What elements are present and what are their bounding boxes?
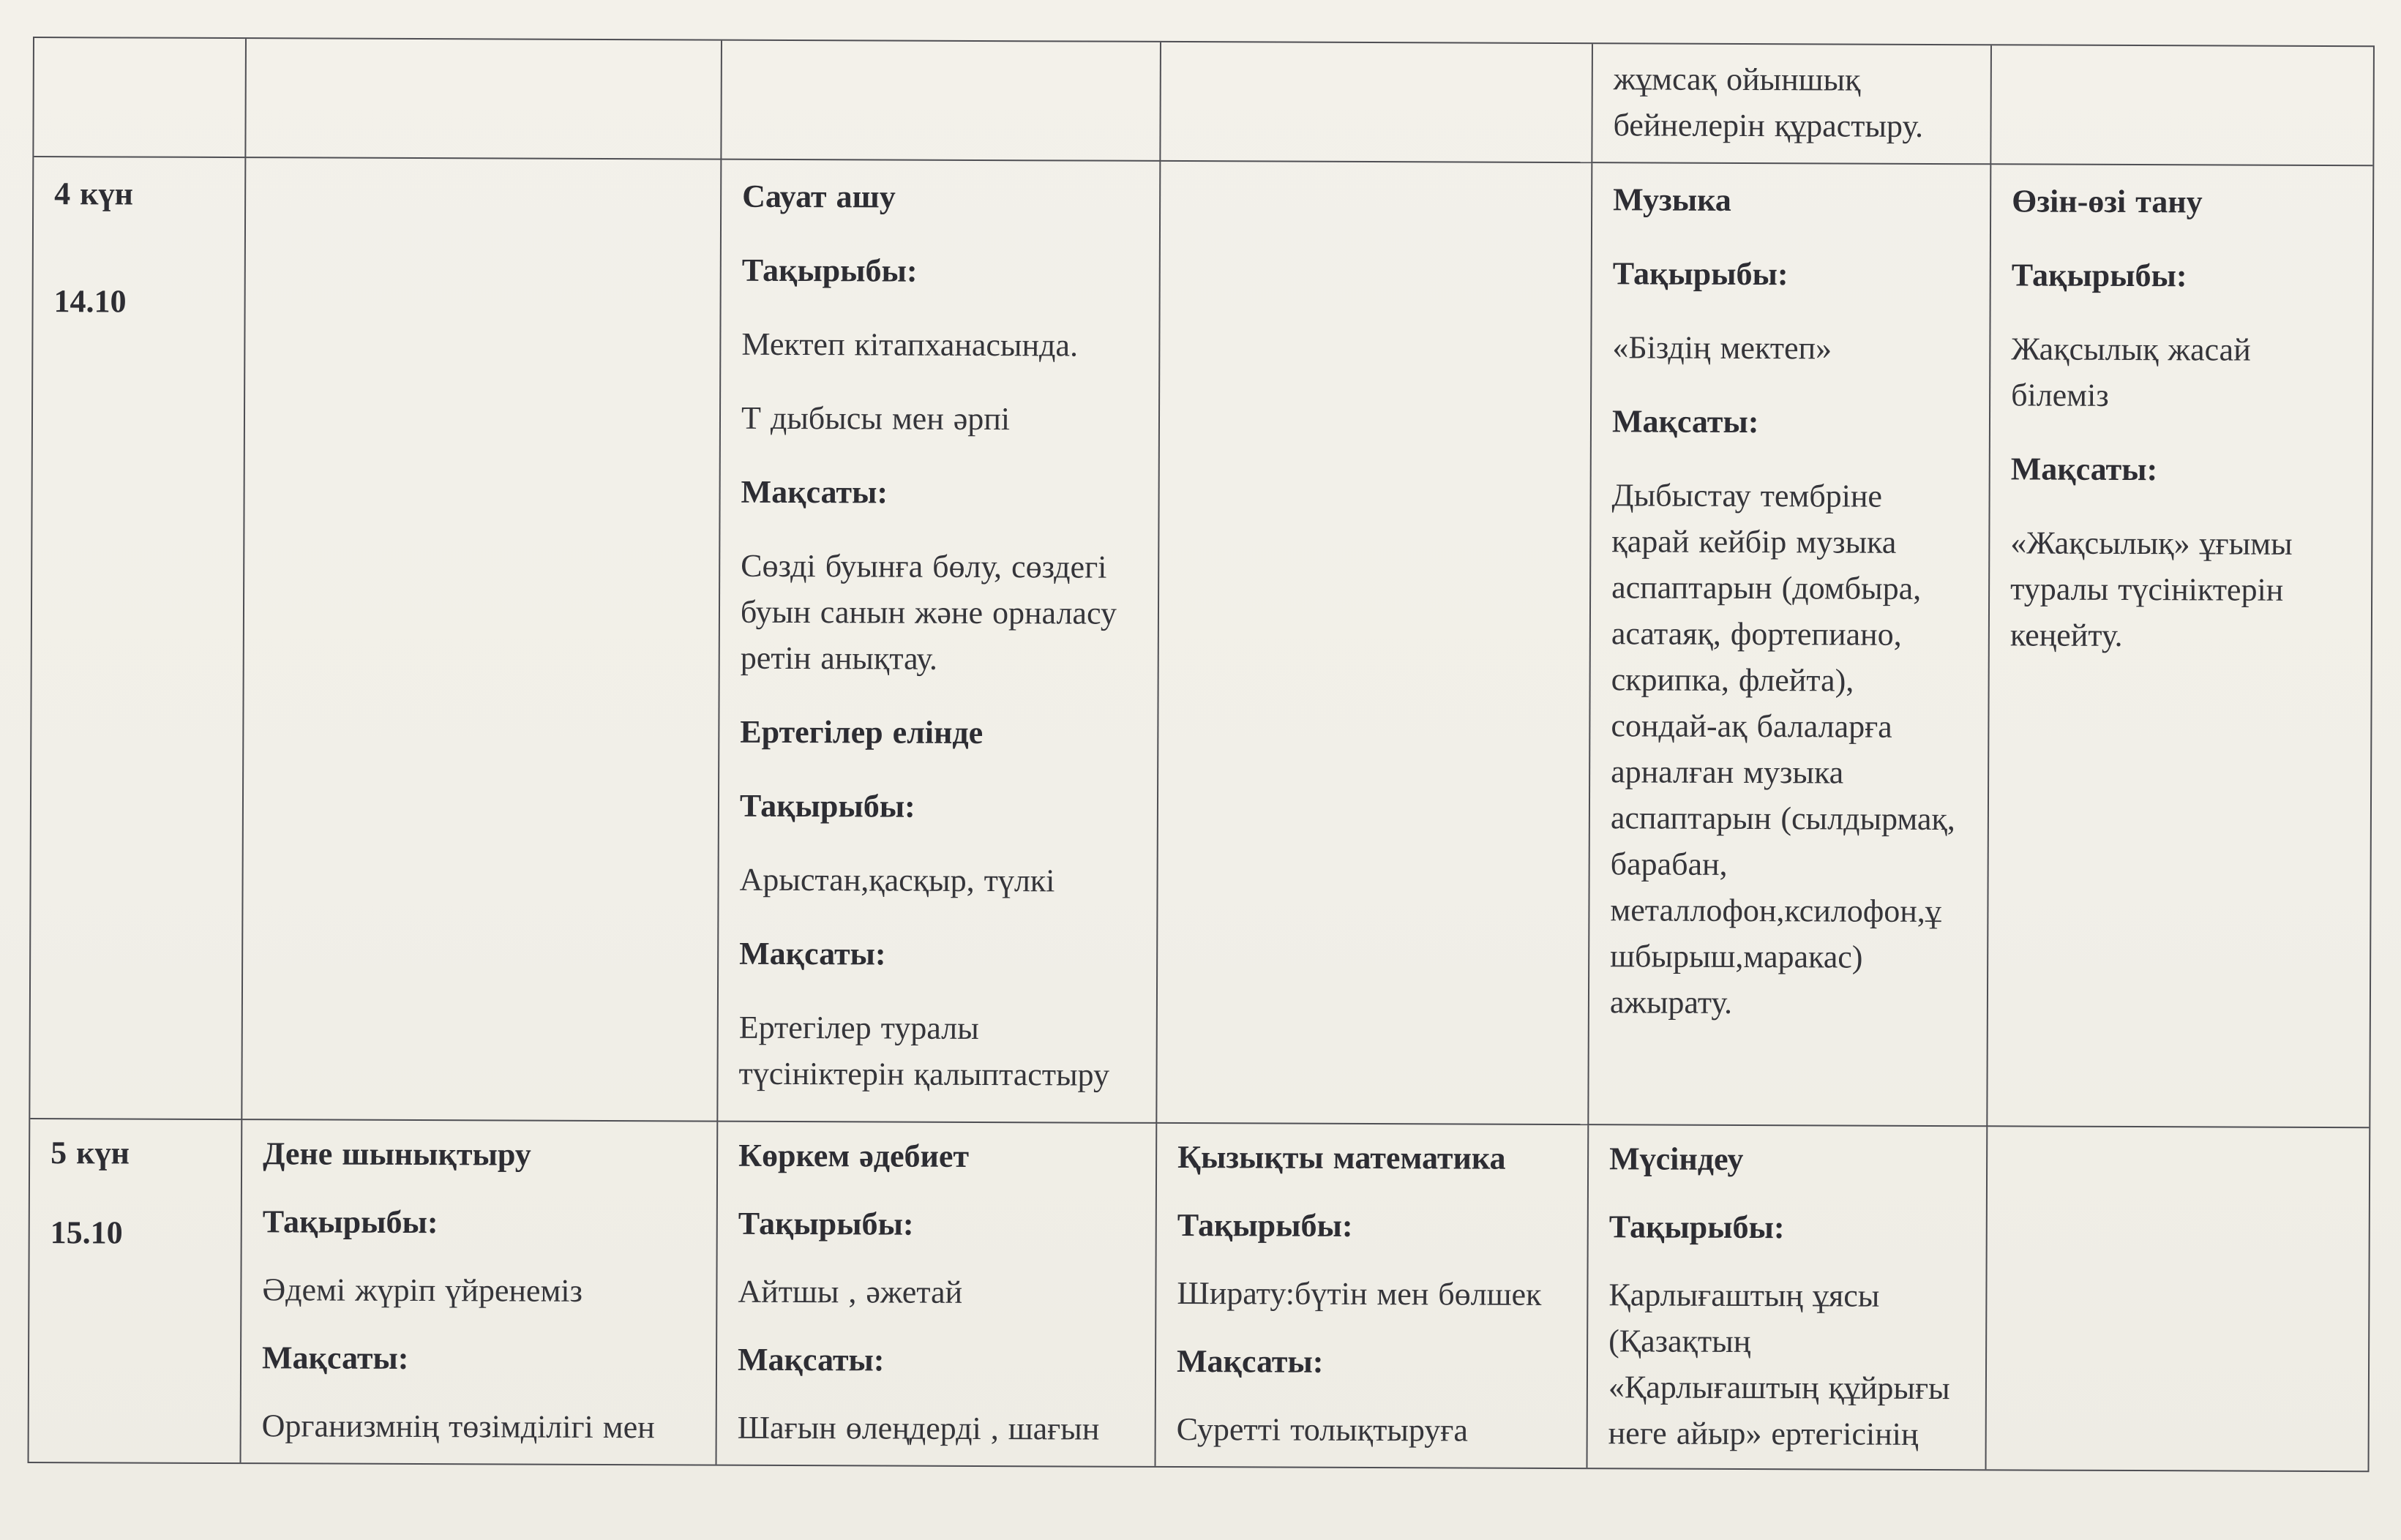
lesson-plan-table — [28, 37, 2375, 1472]
cell-day4-literacy — [718, 160, 1161, 1124]
goal-text: Сөзді буынға бөлу, сөздегі буын санын және орналасу ретін анықтау. — [740, 547, 1117, 677]
topic-label: Тақырыбы: — [1608, 1209, 1785, 1246]
goal-text: Суретті толықтыруға — [1176, 1411, 1469, 1449]
goal-label: Мақсаты: — [1176, 1343, 1324, 1380]
goal-label: Мақсаты: — [1611, 403, 1759, 440]
topic-label: Тақырыбы: — [262, 1203, 438, 1241]
topic-label: Тақырыбы: — [738, 1205, 914, 1242]
topic-label: Тақырыбы: — [1177, 1207, 1353, 1244]
topic-text: Әдемі жүріп үйренеміз — [262, 1272, 583, 1309]
topic-text: «Біздің мектеп» — [1612, 329, 1832, 367]
goal-text: Ертегілер туралы түсініктерін қалыптастыру — [738, 1009, 1110, 1093]
cell-day5-day — [29, 1119, 243, 1462]
cell-carryover-empty-2 — [722, 41, 1161, 162]
goal-label: Мақсаты: — [2010, 451, 2158, 488]
goal-label: Мақсаты: — [261, 1340, 409, 1376]
subject-title: Дене шынықтыру — [263, 1135, 531, 1173]
cell-day4-self-knowledge — [1988, 165, 2372, 1128]
topic-text: Ширату:бүтін мен бөлшек — [1177, 1275, 1542, 1312]
topic-text: Т дыбысы мен әрпі — [741, 399, 1011, 437]
cell-day4-music — [1589, 163, 1991, 1127]
subject-title: Мүсіндеу — [1609, 1141, 1744, 1177]
cell-carryover-empty-1 — [246, 39, 722, 159]
cell-day5-empty — [1987, 1127, 2370, 1470]
subject-title: Қызықты математика — [1177, 1139, 1506, 1176]
carryover-text: жұмсақ ойыншық бейнелерін құрастыру. — [1613, 61, 1924, 144]
topic-label: Тақырыбы: — [739, 787, 915, 825]
goal-label: Мақсаты: — [739, 935, 886, 972]
subject-title: Өзін-өзі тану — [2012, 183, 2203, 220]
topic-label: Тақырыбы: — [741, 252, 918, 289]
topic-label: Тақырыбы: — [2011, 257, 2187, 294]
goal-text: Организмнің төзімділігі мен — [261, 1408, 655, 1446]
cell-day5-fiction-literature — [717, 1122, 1158, 1466]
goal-text: Шағын өлеңдерді , шағын — [737, 1409, 1100, 1447]
topic-text: Мектеп кітапханасында. — [741, 326, 1079, 364]
cell-day4-empty-2 — [1157, 162, 1592, 1125]
goal-label: Мақсаты: — [741, 473, 888, 511]
goal-text: Дыбыстау тембріне қарай кейбір музыка аспаптарын (домбыра, асатаяқ, фортепиано, скрипка, флейта), сондай-ақ балаларға арналған музыка аспаптарын (сылдырмақ, барабан, металлофон,ксилофон,ұ шбырыш,маракас) ажырату. — [1609, 477, 1955, 1021]
day5-label: 5 күн — [50, 1135, 130, 1171]
cell-day4-day — [30, 157, 246, 1120]
cell-day5-sculpting — [1588, 1125, 1988, 1469]
subject-title: Музыка — [1613, 181, 1731, 218]
goal-label: Мақсаты: — [737, 1341, 885, 1378]
cell-carryover-day — [34, 38, 247, 158]
cell-carryover-empty-4 — [1991, 45, 2373, 166]
subject-title: Сауат ашу — [742, 178, 896, 215]
topic-text: Жақсылық жасай білеміз — [2011, 331, 2251, 413]
cell-carryover-music-activity — [1592, 44, 1992, 165]
subject-title: Ертегілер елінде — [740, 713, 984, 751]
day5-date: 15.10 — [50, 1214, 123, 1251]
topic-text: Айтшы , әжетай — [738, 1273, 963, 1310]
cell-day4-empty-1 — [242, 158, 722, 1122]
cell-day5-fun-math — [1156, 1124, 1589, 1468]
cell-carryover-empty-3 — [1161, 42, 1593, 163]
cell-day5-physical-education — [241, 1120, 719, 1464]
topic-text: Арыстан,қасқыр, түлкі — [739, 861, 1055, 899]
day4-label: 4 күн — [54, 176, 133, 212]
topic-label: Тақырыбы: — [1612, 255, 1788, 293]
topic-text: Қарлығаштың ұясы (Қазақтың «Қарлығаштың құйрығы неге айыр» ертегісінің — [1608, 1277, 1950, 1452]
subject-title: Көркем әдебиет — [738, 1137, 970, 1174]
day4-date: 14.10 — [53, 283, 127, 320]
goal-text: «Жақсылық» ұғымы туралы түсініктерін кеңейту. — [2009, 525, 2293, 653]
